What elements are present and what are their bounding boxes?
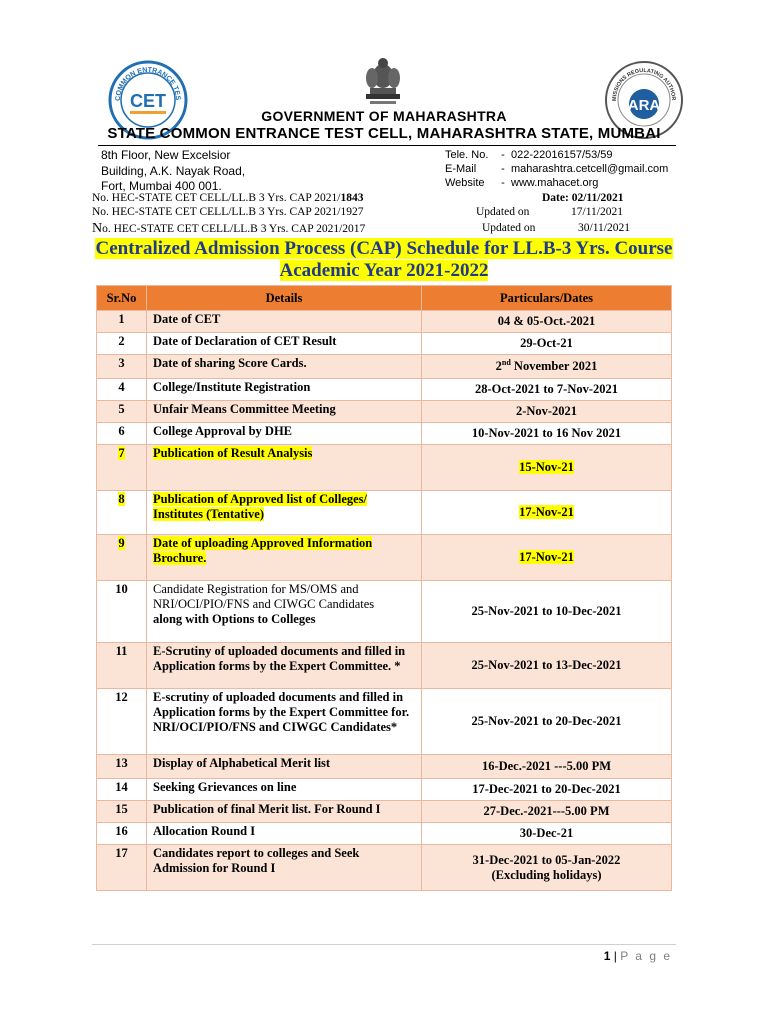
row-date: 30-Dec-21: [422, 823, 672, 845]
row-date: 27-Dec.-2021---5.00 PM: [422, 801, 672, 823]
table-row: [97, 581, 672, 643]
date-text: 31-Dec-2021 to 05-Jan-2022: [472, 852, 621, 867]
date-text: November 2021: [510, 359, 598, 374]
highlighted-number: 9: [118, 536, 125, 550]
row-number: 1: [97, 311, 147, 333]
ara-logo-mark: ARA: [627, 97, 661, 114]
table-row: [97, 491, 672, 535]
reference-initial: N: [92, 221, 103, 236]
address-line: Fort, Mumbai 400 001.: [101, 179, 222, 193]
page-footer: [604, 949, 672, 963]
row-number: 13: [97, 755, 147, 779]
column-header: Particulars/Dates: [422, 286, 672, 311]
row-number: [97, 491, 147, 535]
table-row: [97, 401, 672, 423]
row-details: Date of Declaration of CET Result: [147, 333, 422, 355]
table-row: [97, 755, 672, 779]
row-details: [147, 491, 422, 535]
table-row: [97, 333, 672, 355]
issue-date: Date: 02/11/2021: [542, 192, 624, 204]
highlighted-date: 17-Nov-21: [519, 550, 574, 564]
table-row: [97, 643, 672, 689]
table-header-row: [97, 286, 672, 311]
row-number: 12: [97, 689, 147, 755]
table-row: [97, 355, 672, 379]
date-suffix: nd: [501, 358, 511, 368]
schedule-title-line-1: Centralized Admission Process (CAP) Schedule for LL.B-3 Yrs. Course: [95, 238, 673, 259]
highlighted-text: Publication of Result Analysis: [153, 446, 313, 460]
schedule-title: [0, 238, 768, 282]
row-date: 28-Oct-2021 to 7-Nov-2021: [422, 379, 672, 401]
row-number: 10: [97, 581, 147, 643]
row-date: [422, 845, 672, 891]
highlighted-date: 17-Nov-21: [519, 505, 574, 519]
contact-block: [445, 148, 668, 190]
highlighted-number: 8: [118, 492, 125, 506]
row-date: [422, 491, 672, 535]
highlighted-text: Publication of Approved list of Colleges/ Institutes (Tentative): [153, 492, 368, 521]
office-address: [101, 148, 245, 195]
row-details: [147, 445, 422, 491]
page-separator: |: [610, 949, 621, 963]
reference-text: o. HEC-STATE CET CELL/LL.B 3 Yrs. CAP 2021/2017: [102, 223, 366, 235]
row-date: 17-Dec-2021 to 20-Dec-2021: [422, 779, 672, 801]
email-address[interactable]: maharashtra.cetcell@gmail.com: [511, 163, 669, 175]
table-row: [97, 845, 672, 891]
row-details: E-scrutiny of uploaded documents and filled in Application forms by the Expert Committee for. NRI/OCI/PIO/FNS and CIWGC Candidates*: [147, 689, 422, 755]
date-text: 2: [495, 359, 502, 374]
row-number: 4: [97, 379, 147, 401]
row-details: Date of CET: [147, 311, 422, 333]
updated-label: Updated on: [476, 206, 530, 218]
row-date: [422, 355, 672, 379]
row-number: [97, 445, 147, 491]
table-row: [97, 535, 672, 581]
row-number: 2: [97, 333, 147, 355]
table-row: [97, 423, 672, 445]
footer-divider: [92, 944, 676, 945]
header-divider: [98, 145, 676, 146]
contact-sep: -: [501, 177, 505, 189]
reference-text: No. HEC-STATE CET CELL/LL.B 3 Yrs. CAP 2021/: [92, 192, 341, 204]
table-row: [97, 801, 672, 823]
table-row: [97, 445, 672, 491]
row-details: College Approval by DHE: [147, 423, 422, 445]
government-title: GOVERNMENT OF MAHARASHTRA: [261, 108, 507, 124]
row-details: E-Scrutiny of uploaded documents and filled in Application forms by the Expert Committee. *: [147, 643, 422, 689]
row-date: 29-Oct-21: [422, 333, 672, 355]
row-details: Publication of final Merit list. For Round I: [147, 801, 422, 823]
row-details: Unfair Means Committee Meeting: [147, 401, 422, 423]
row-details: [147, 535, 422, 581]
state-emblem-icon: [360, 54, 406, 108]
contact-key: Tele. No.: [445, 149, 489, 161]
contact-row: [445, 162, 668, 176]
row-number: [97, 535, 147, 581]
page-word: P a g e: [620, 949, 672, 963]
reference-line-3: [92, 221, 365, 237]
row-details: Display of Alphabetical Merit list: [147, 755, 422, 779]
table-row: [97, 379, 672, 401]
row-date: 25-Nov-2021 to 20-Dec-2021: [422, 689, 672, 755]
details-text-bold: along with Options to Colleges: [153, 612, 316, 626]
row-date: 10-Nov-2021 to 16 Nov 2021: [422, 423, 672, 445]
table-row: [97, 779, 672, 801]
highlighted-number: 7: [118, 446, 125, 460]
table-row: [97, 689, 672, 755]
row-details: Date of sharing Score Cards.: [147, 355, 422, 379]
row-number: 16: [97, 823, 147, 845]
row-date: 04 & 05-Oct.-2021: [422, 311, 672, 333]
column-header: Sr.No: [97, 286, 147, 311]
ara-logo-arc-text: MISSIONS REGULATING AUTHOR: [611, 67, 677, 102]
row-date: 2-Nov-2021: [422, 401, 672, 423]
cell-title: STATE COMMON ENTRANCE TEST CELL, MAHARASHTRA STATE, MUMBAI: [107, 125, 661, 142]
reference-number: 1843: [340, 192, 364, 204]
contact-key: E-Mail: [445, 163, 477, 175]
row-details: Seeking Grievances on line: [147, 779, 422, 801]
table-row: [97, 823, 672, 845]
cet-logo-mark: CET: [130, 91, 166, 111]
contact-key: Website: [445, 177, 485, 189]
row-date: 25-Nov-2021 to 10-Dec-2021: [422, 581, 672, 643]
row-number: 3: [97, 355, 147, 379]
reference-line-2: No. HEC-STATE CET CELL/LL.B 3 Yrs. CAP 2021/1927: [92, 206, 364, 218]
highlighted-text: Date of uploading Approved Information Brochure.: [153, 536, 373, 565]
updated-date: 30/11/2021: [578, 222, 630, 234]
updated-date: 17/11/2021: [571, 206, 623, 218]
contact-sep: -: [501, 149, 505, 161]
schedule-table: [96, 285, 672, 891]
address-line: 8th Floor, New Excelsior: [101, 148, 231, 162]
highlighted-date: 15-Nov-21: [519, 460, 574, 474]
page-number: 1: [603, 949, 611, 963]
website-link[interactable]: www.mahacet.org: [511, 177, 599, 189]
date-note: (Excluding holidays): [491, 867, 602, 882]
row-number: 11: [97, 643, 147, 689]
row-number: 17: [97, 845, 147, 891]
row-date: 16-Dec.-2021 ---5.00 PM: [422, 755, 672, 779]
reference-line-1: [92, 192, 363, 204]
contact-row: [445, 176, 668, 190]
address-line: Building, A.K. Nayak Road,: [101, 163, 246, 178]
column-header: Details: [147, 286, 422, 311]
row-number: 14: [97, 779, 147, 801]
row-number: 5: [97, 401, 147, 423]
cet-logo-arc-text: COMMON ENTRANCE TES: [114, 66, 182, 102]
row-number: 15: [97, 801, 147, 823]
row-date: [422, 445, 672, 491]
updated-label: Updated on: [482, 222, 536, 234]
row-date: [422, 535, 672, 581]
contact-row: [445, 148, 668, 162]
contact-sep: -: [501, 163, 505, 175]
row-details: [147, 581, 422, 643]
row-number: 6: [97, 423, 147, 445]
schedule-title-line-2: Academic Year 2021-2022: [279, 260, 489, 281]
row-details: College/Institute Registration: [147, 379, 422, 401]
row-details: Candidates report to colleges and Seek Admission for Round I: [147, 845, 422, 891]
phone-number: 022-22016157/53/59: [511, 149, 613, 161]
table-row: [97, 311, 672, 333]
row-date: 25-Nov-2021 to 13-Dec-2021: [422, 643, 672, 689]
row-details: Allocation Round I: [147, 823, 422, 845]
details-text: Candidate Registration for MS/OMS and NRI/OCI/PIO/FNS and CIWGC Candidates: [153, 582, 375, 611]
